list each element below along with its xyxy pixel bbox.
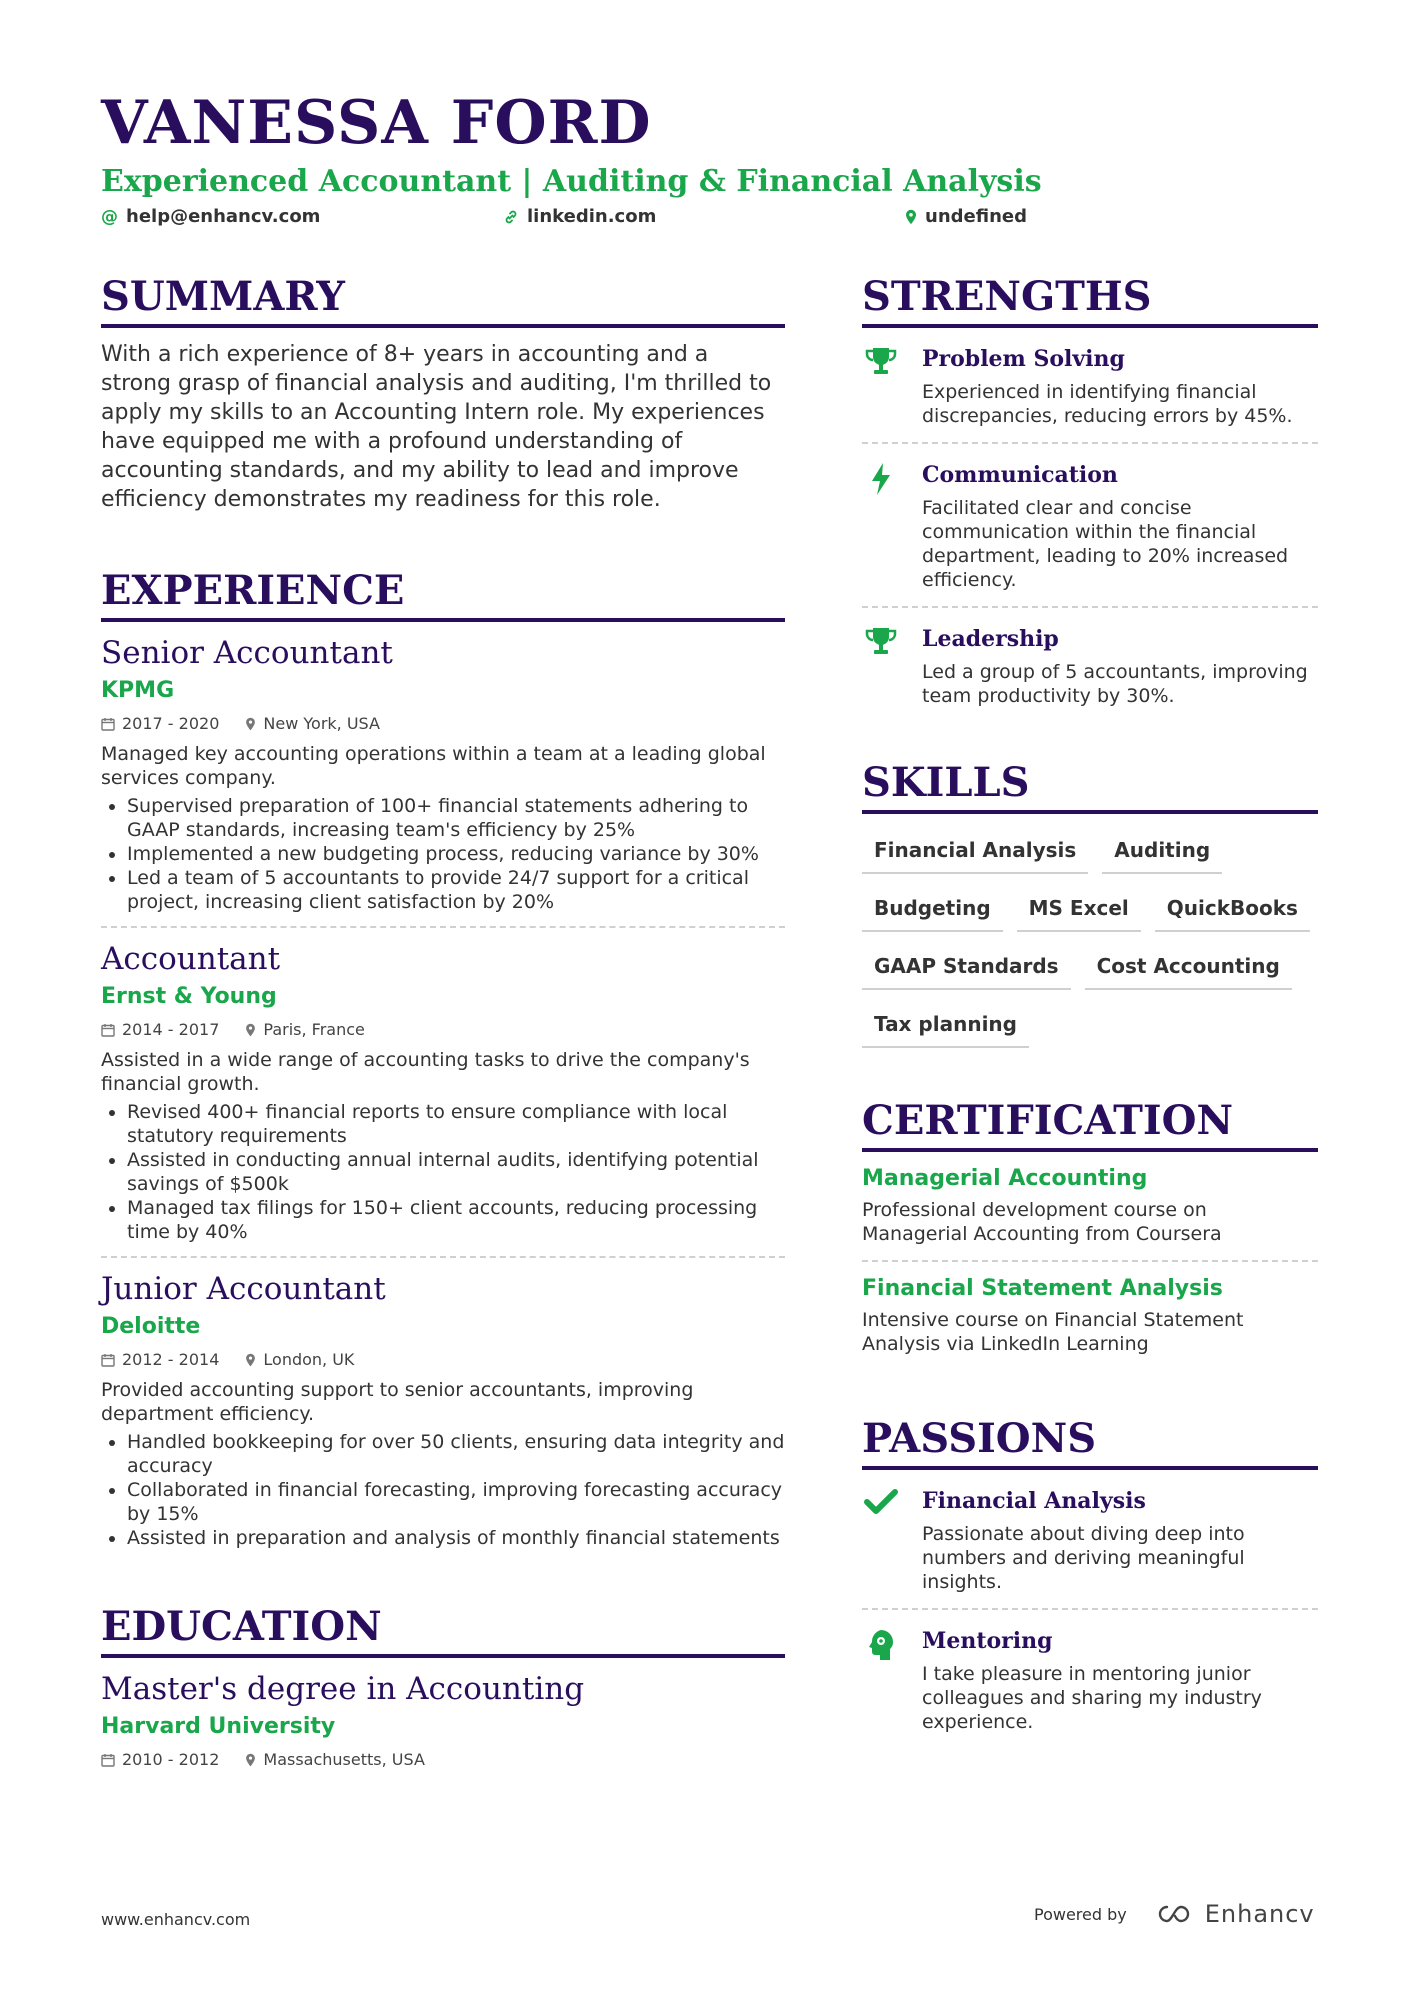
contact-row <box>101 206 1321 234</box>
passions-section <box>862 1414 1318 1748</box>
calendar-icon <box>101 1023 115 1037</box>
job-location: New York, USA <box>263 714 380 733</box>
education-title: EDUCATION <box>101 1602 785 1658</box>
strength-title: Communication <box>922 462 1118 488</box>
education-location: Massachusetts, USA <box>263 1750 425 1769</box>
brand-name: Enhancv <box>1204 1900 1315 1928</box>
strength-item <box>862 444 1318 608</box>
job-bullet: • Implemented a new budgeting process, reducing variance by 30% <box>127 842 785 866</box>
summary-text: With a rich experience of 8+ years in accounting and a strong grasp of financial analysis and auditing, I'm thrilled to apply my skills to an Accounting Intern role. My experiences have equipped me with a profound understanding of accounting standards, and my ability to lead and improve efficiency demonstrates my readiness for this role. <box>101 342 772 512</box>
job-bullet: • Revised 400+ financial reports to ensure compliance with local statutory requirements <box>127 1100 785 1148</box>
experience-section <box>101 566 785 1562</box>
skill-tag: Auditing <box>1102 830 1222 874</box>
job-bullet: • Assisted in conducting annual internal audits, identifying potential savings of $500k <box>127 1148 785 1196</box>
head-brain-icon <box>862 1626 900 1734</box>
passions-title: PASSIONS <box>862 1414 1318 1470</box>
summary-section <box>101 272 785 514</box>
certification-name: Financial Statement Analysis <box>862 1276 1223 1301</box>
job-description: Provided accounting support to senior accountants, improving department efficiency. <box>101 1379 694 1425</box>
contact-linkedin[interactable] <box>503 206 656 227</box>
skills-title: SKILLS <box>862 758 1318 814</box>
enhancv-logo-icon <box>1153 1903 1197 1925</box>
certification-title: CERTIFICATION <box>862 1096 1318 1152</box>
right-column <box>862 272 1318 1748</box>
certification-desc: Intensive course on Financial Statement Analysis via LinkedIn Learning <box>862 1309 1244 1355</box>
passion-desc: Passionate about diving deep into numbers and deriving meaningful insights. <box>922 1523 1245 1593</box>
job-role: Senior Accountant <box>101 635 393 671</box>
location-pin-icon <box>245 1353 256 1367</box>
job-bullets <box>101 794 785 914</box>
brand-logo[interactable] <box>1153 1900 1315 1928</box>
strength-title: Problem Solving <box>922 346 1125 372</box>
job-dates: 2014 - 2017 <box>122 1020 220 1039</box>
job-role: Accountant <box>101 941 281 977</box>
skills-section <box>862 758 1318 1048</box>
contact-location <box>905 206 1027 227</box>
skills-list <box>862 814 1318 1048</box>
job-role: Junior Accountant <box>101 1271 386 1307</box>
job-company: Ernst & Young <box>101 984 277 1009</box>
email-text: help@enhancv.com <box>126 206 321 227</box>
education-entry <box>101 1658 785 1784</box>
job-entry <box>101 928 785 1258</box>
passion-title: Mentoring <box>922 1628 1053 1654</box>
education-dates: 2010 - 2012 <box>122 1750 220 1769</box>
left-column <box>101 272 785 1784</box>
certification-item <box>862 1152 1318 1262</box>
skill-tag: GAAP Standards <box>862 946 1071 990</box>
job-bullet: • Managed tax filings for 150+ client accounts, reducing processing time by 40% <box>127 1196 785 1244</box>
strength-item <box>862 328 1318 444</box>
job-bullets <box>101 1430 785 1550</box>
candidate-headline: Experienced Accountant | Auditing & Financial Analysis <box>101 164 1042 199</box>
strengths-title: STRENGTHS <box>862 272 1318 328</box>
strength-title: Leadership <box>922 626 1059 652</box>
summary-title: SUMMARY <box>101 272 785 328</box>
footer-website[interactable]: www.enhancv.com <box>101 1910 251 1929</box>
certification-section <box>862 1096 1318 1370</box>
calendar-icon <box>101 717 115 731</box>
job-description: Managed key accounting operations within a team at a leading global services company. <box>101 743 766 789</box>
skill-tag: Financial Analysis <box>862 830 1088 874</box>
location-pin-icon <box>245 1023 256 1037</box>
candidate-name: VANESSA FORD <box>101 88 652 158</box>
passion-item <box>862 1610 1318 1748</box>
footer-branding <box>1034 1900 1315 1928</box>
strength-desc: Experienced in identifying financial discrepancies, reducing errors by 45%. <box>922 381 1293 427</box>
job-bullet: • Handled bookkeeping for over 50 clients, ensuring data integrity and accuracy <box>127 1430 785 1478</box>
education-school: Harvard University <box>101 1714 336 1739</box>
skill-tag: MS Excel <box>1017 888 1141 932</box>
powered-by-text: Powered by <box>1034 1904 1127 1924</box>
location-text: undefined <box>925 206 1027 227</box>
job-dates: 2017 - 2020 <box>122 714 220 733</box>
strength-desc: Facilitated clear and concise communication within the financial department, leading to 20% increased efficiency. <box>922 497 1289 591</box>
education-degree: Master's degree in Accounting <box>101 1671 585 1707</box>
skill-tag: Budgeting <box>862 888 1003 932</box>
passion-title: Financial Analysis <box>922 1488 1146 1514</box>
experience-title: EXPERIENCE <box>101 566 785 622</box>
trophy-icon <box>862 344 900 428</box>
job-bullet: • Assisted in preparation and analysis of monthly financial statements <box>127 1526 785 1550</box>
job-bullets <box>101 1100 785 1244</box>
certification-name: Managerial Accounting <box>862 1166 1148 1191</box>
job-bullet: • Collaborated in financial forecasting, improving forecasting accuracy by 15% <box>127 1478 785 1526</box>
education-section <box>101 1602 785 1784</box>
resume-header <box>101 86 1321 234</box>
skill-tag: QuickBooks <box>1155 888 1310 932</box>
passion-item <box>862 1470 1318 1610</box>
linkedin-text: linkedin.com <box>527 206 657 227</box>
job-bullet: • Led a team of 5 accountants to provide 24/7 support for a critical project, increasing client satisfaction by 20% <box>127 866 785 914</box>
strength-item <box>862 608 1318 722</box>
job-location: London, UK <box>263 1350 355 1369</box>
strengths-section <box>862 272 1318 722</box>
location-pin-icon <box>245 1753 256 1767</box>
at-icon: @ <box>101 206 118 227</box>
location-pin-icon <box>905 209 917 225</box>
certification-desc: Professional development course on Managerial Accounting from Coursera <box>862 1199 1222 1245</box>
job-company: Deloitte <box>101 1314 201 1339</box>
job-location: Paris, France <box>263 1020 365 1039</box>
job-company: KPMG <box>101 678 175 703</box>
job-meta <box>101 1018 785 1042</box>
calendar-icon <box>101 1353 115 1367</box>
job-bullet: • Supervised preparation of 100+ financial statements adhering to GAAP standards, increasing team's efficiency by 25% <box>127 794 785 842</box>
job-entry <box>101 622 785 928</box>
checkmark-icon <box>862 1486 900 1594</box>
job-meta <box>101 1348 785 1372</box>
job-dates: 2012 - 2014 <box>122 1350 220 1369</box>
skill-tag: Cost Accounting <box>1085 946 1292 990</box>
job-description: Assisted in a wide range of accounting tasks to drive the company's financial growth. <box>101 1049 750 1095</box>
calendar-icon <box>101 1753 115 1767</box>
job-entry <box>101 1258 785 1562</box>
certification-item <box>862 1262 1318 1370</box>
trophy-icon <box>862 624 900 708</box>
contact-email[interactable] <box>101 206 320 227</box>
passion-desc: I take pleasure in mentoring junior colleagues and sharing my industry experience. <box>922 1663 1262 1733</box>
strength-desc: Led a group of 5 accountants, improving team productivity by 30%. <box>922 661 1308 707</box>
education-meta <box>101 1748 785 1772</box>
lightning-icon <box>862 460 900 592</box>
link-icon <box>503 209 519 225</box>
skill-tag: Tax planning <box>862 1004 1029 1048</box>
location-pin-icon <box>245 717 256 731</box>
job-meta <box>101 712 785 736</box>
